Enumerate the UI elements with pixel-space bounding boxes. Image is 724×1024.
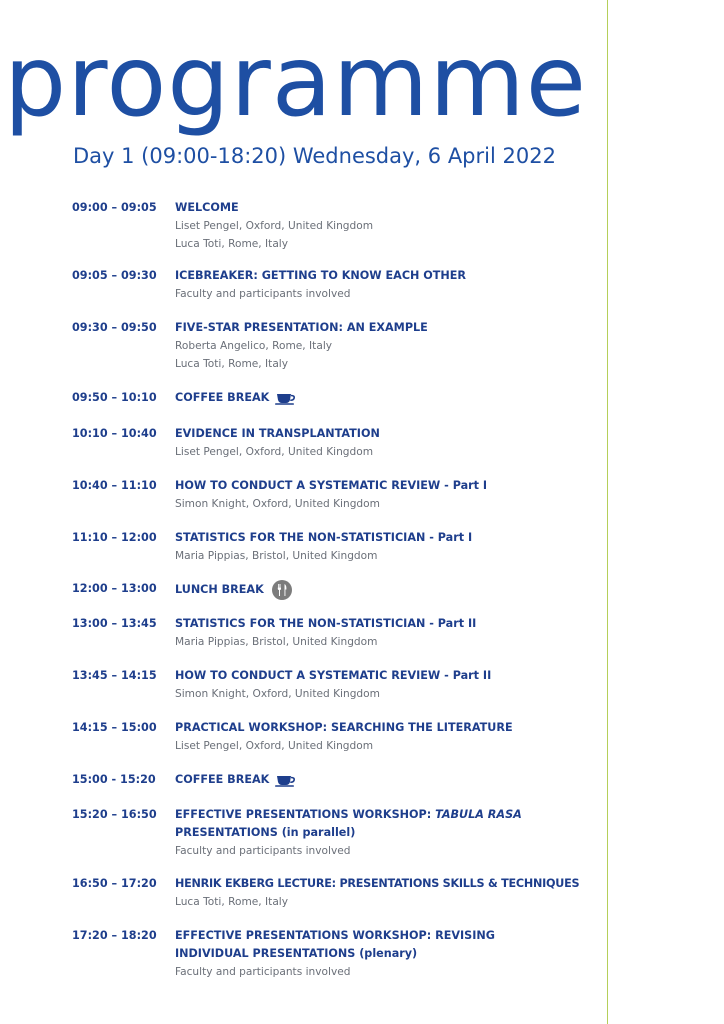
session-row: [72, 875, 606, 911]
session-title: COFFEE BREAK: [175, 391, 270, 404]
session-details: [175, 199, 606, 253]
session-row: [72, 199, 606, 253]
coffee-cup-icon: [275, 773, 297, 787]
session-row: [72, 927, 606, 981]
session-details: [175, 806, 606, 860]
session-speaker: Simon Knight, Oxford, United Kingdom: [175, 498, 380, 510]
session-row: [72, 389, 606, 407]
session-details: [175, 425, 606, 461]
session-title-wrap: [175, 580, 606, 600]
session-time: 09:05 – 09:30: [72, 269, 157, 282]
session-title: HOW TO CONDUCT A SYSTEMATIC REVIEW - Part II: [175, 669, 492, 682]
session-speaker: Faculty and participants involved: [175, 966, 351, 978]
session-time: 15:00 - 15:20: [72, 773, 156, 786]
session-details: [175, 615, 606, 651]
session-title: FIVE-STAR PRESENTATION: AN EXAMPLE: [175, 321, 428, 334]
session-row: [72, 319, 606, 373]
session-time: 10:40 – 11:10: [72, 479, 157, 492]
session-title: [175, 806, 606, 842]
session-speaker: Simon Knight, Oxford, United Kingdom: [175, 688, 380, 700]
session-time: 13:00 – 13:45: [72, 617, 157, 630]
session-row: [72, 267, 606, 303]
title-part: EFFECTIVE PRESENTATIONS WORKSHOP:: [175, 808, 436, 821]
session-speaker: Liset Pengel, Oxford, United Kingdom: [175, 446, 374, 458]
session-title: EVIDENCE IN TRANSPLANTATION: [175, 427, 380, 440]
session-row: [72, 719, 606, 755]
session-details: [175, 477, 606, 513]
session-title-wrap: [175, 771, 606, 789]
session-details: [175, 771, 606, 789]
session-time: 09:50 – 10:10: [72, 391, 157, 404]
session-time: 14:15 – 15:00: [72, 721, 157, 734]
session-time: 09:30 – 09:50: [72, 321, 157, 334]
session-speaker: Luca Toti, Rome, Italy: [175, 238, 289, 250]
session-title: STATISTICS FOR THE NON-STATISTICIAN - Part I: [175, 531, 473, 544]
session-time: 13:45 – 14:15: [72, 669, 157, 682]
session-speaker: Roberta Angelico, Rome, Italy: [175, 340, 333, 352]
session-time: 10:10 – 10:40: [72, 427, 157, 440]
session-details: [175, 267, 606, 303]
session-time: 09:00 – 09:05: [72, 201, 157, 214]
session-row: [72, 425, 606, 461]
session-time: 16:50 – 17:20: [72, 877, 157, 890]
title-part: PRESENTATIONS (in parallel): [175, 826, 356, 839]
session-time: 12:00 – 13:00: [72, 582, 157, 595]
session-time: 17:20 – 18:20: [72, 929, 157, 942]
session-time: 11:10 – 12:00: [72, 531, 157, 544]
session-title: ICEBREAKER: GETTING TO KNOW EACH OTHER: [175, 269, 467, 282]
session-title: COFFEE BREAK: [175, 773, 270, 786]
session-details: [175, 319, 606, 373]
session-row: [72, 529, 606, 565]
session-speaker: Liset Pengel, Oxford, United Kingdom: [175, 220, 374, 232]
session-title: WELCOME: [175, 201, 239, 214]
session-row: [72, 667, 606, 703]
session-speaker: Faculty and participants involved: [175, 288, 351, 300]
session-row: [72, 580, 606, 600]
session-speaker: Luca Toti, Rome, Italy: [175, 358, 289, 370]
session-row: [72, 806, 606, 860]
page-divider: [607, 0, 608, 1024]
session-speaker: Maria Pippias, Bristol, United Kingdom: [175, 550, 378, 562]
title-part-italic: TABULA RASA: [435, 808, 522, 821]
session-details: [175, 719, 606, 755]
session-row: [72, 615, 606, 651]
cutlery-icon: [272, 580, 292, 600]
session-time: 15:20 – 16:50: [72, 808, 157, 821]
session-row: [72, 477, 606, 513]
session-title: STATISTICS FOR THE NON-STATISTICIAN - Part II: [175, 617, 477, 630]
session-details: [175, 389, 606, 407]
session-details: [175, 580, 606, 600]
session-title: PRACTICAL WORKSHOP: SEARCHING THE LITERATURE: [175, 721, 513, 734]
session-details: [175, 927, 606, 981]
session-details: [175, 875, 606, 911]
session-speaker: Luca Toti, Rome, Italy: [175, 896, 289, 908]
coffee-cup-icon: [275, 391, 297, 405]
session-title-wrap: [175, 389, 606, 407]
session-speaker: Faculty and participants involved: [175, 845, 351, 857]
session-speaker: Liset Pengel, Oxford, United Kingdom: [175, 740, 374, 752]
session-details: [175, 529, 606, 565]
session-title: EFFECTIVE PRESENTATIONS WORKSHOP: REVISING INDIVIDUAL PRESENTATIONS (plenary): [175, 929, 495, 960]
session-details: [175, 667, 606, 703]
session-title: HENRIK EKBERG LECTURE: PRESENTATIONS SKILLS & TECHNIQUES: [175, 877, 580, 890]
session-speaker: Maria Pippias, Bristol, United Kingdom: [175, 636, 378, 648]
page-title: programme: [4, 25, 588, 139]
day-heading: Day 1 (09:00-18:20) Wednesday, 6 April 2022: [73, 144, 556, 168]
session-title: LUNCH BREAK: [175, 583, 264, 596]
session-title: HOW TO CONDUCT A SYSTEMATIC REVIEW - Part I: [175, 479, 488, 492]
session-row: [72, 771, 606, 789]
